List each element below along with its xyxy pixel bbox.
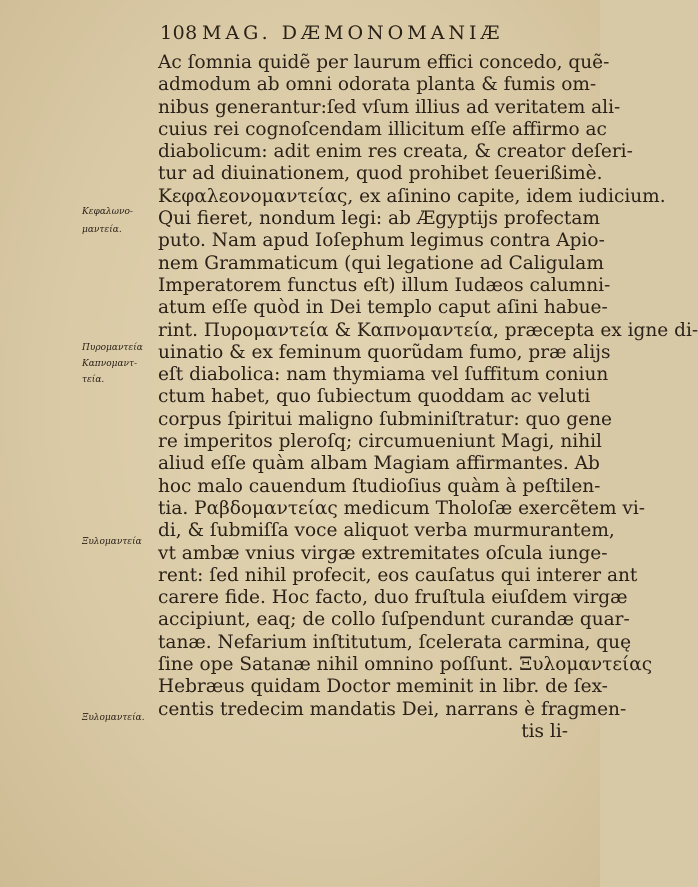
text-line: tanæ. Nefarium inſtitutum, ſcelerata carmina, quę [158,631,632,653]
text-line: rint. Πυρομαντεία & Καπνομαντεία, præcepta ex igne di- [158,319,698,341]
margin-note-xylomancy: Ξυλομαντεία. [82,713,145,723]
running-head: MAG. DÆMONOMANIÆ [202,22,504,44]
text-line: vt ambæ vnius virgæ extremitates oſcula iunge- [158,542,608,564]
text-line: nibus generantur:ſed vſum illius ad veritatem ali- [158,96,621,118]
text-line: tur ad diuinationem, quod prohibet ſeuerißimè. [158,163,603,185]
catchword-line: tis li- [521,720,568,742]
text-line: ctum habet, quo ſubiectum quoddam ac veluti [158,386,591,408]
margin-note-capnomancy: Καπνομαντ- [82,359,138,369]
body-text [158,52,698,743]
text-line: tia. Ραβδομαντείας medicum Tholoſæ exercẽtem vi- [158,497,646,519]
text-line: diabolicum: adit enim res creata, & creator deſeri- [158,141,633,163]
text-line: centis tredecim mandatis Dei, narrans è fragmen- [158,698,627,720]
text-line: nem Grammaticum (qui legatione ad Caligulam [158,252,604,274]
text-line: uinatio & ex feminum quorũdam fumo, præ alijs [158,341,611,363]
text-line: Κεφαλεονομαντείας, ex aſinino capite, idem iudicium. [158,185,666,207]
page-number: 108 [160,22,198,44]
text-line: cuius rei cognoſcendam illicitum eſſe affirmo ac [158,118,607,140]
text-line: ſine ope Satanæ nihil omnino poſſunt. Ξυλομαντείας [158,654,653,676]
text-line: Ac ſomnia quidẽ per laurum effici concedo, quẽ- [158,52,610,73]
text-line: eſt diabolica: nam thymiama vel ſuffitum coniun [158,364,609,386]
text-line: corpus ſpiritui maligno ſubminiſtratur: quo gene [158,408,612,430]
text-line: hoc malo cauendum ſtudioſius quàm à peſtilen- [158,475,601,497]
text-line: aliud eſſe quàm albam Magiam affirmantes. Ab [158,453,600,475]
text-line: carere fide. Hoc facto, duo fruſtula eiuſdem virgæ [158,587,628,609]
text-line: rent: ſed nihil profecit, eos cauſatus qui interer ant [158,564,638,586]
text-line: puto. Nam apud Ioſephum legimus contra Apio- [158,230,605,252]
text-line: Imperatorem functus eſt) illum Iudæos calumni- [158,274,611,296]
text-line: di, & ſubmiſſa voce aliquot verba murmurantem, [158,520,615,542]
margin-note-capnomancy-cont: τεία. [82,375,105,385]
text-line: atum eſſe quòd in Dei templo caput aſini habue- [158,297,608,319]
margin-note-cephalonomancy: Κεφαλωνο- [82,207,133,217]
text-line: accipiunt, eaq; de collo ſuſpendunt curandæ quar- [158,609,630,631]
margin-note-cephalonomancy-cont: μαντεία. [82,225,122,235]
text-line: Qui fieret, nondum legi: ab Ægyptijs profectam [158,208,600,230]
margin-note-rhabdomancy: Ξυλομαντεία [82,537,142,547]
text-line: re imperitos pleroſq; circumueniunt Magi, nihil [158,431,602,453]
text-line: admodum ab omni odorata planta & fumis om- [158,74,597,96]
margin-note-pyromancy: Πυρομαντεία [82,343,143,353]
text-line: Hebræus quidam Doctor meminit in libr. de ſex- [158,676,608,698]
page-header [0,22,600,48]
